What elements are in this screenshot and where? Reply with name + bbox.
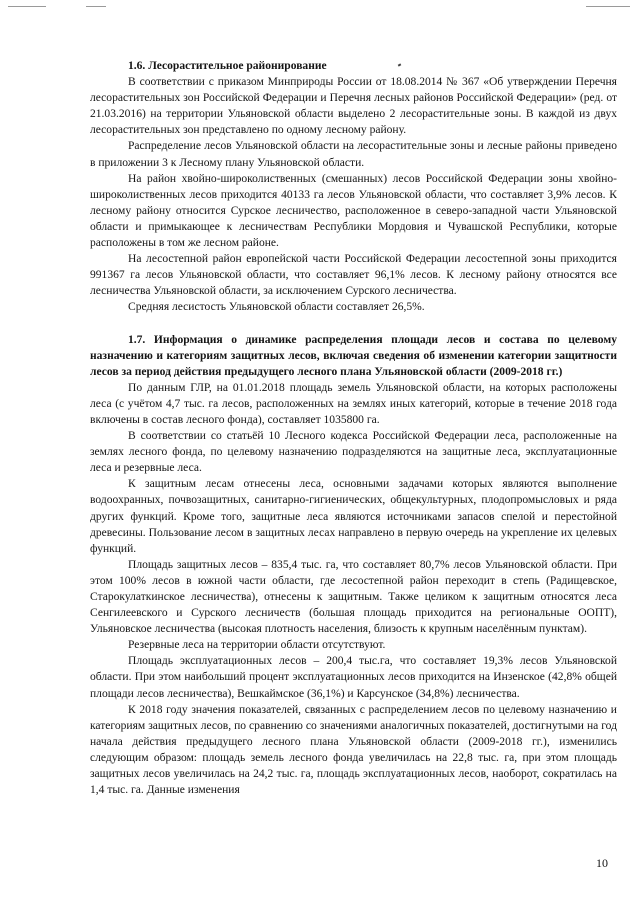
paragraph: В соответствии с приказом Минприроды России от 18.08.2014 № 367 «Об утверждении Перечня лесорастительных зон Российской Федерации и Перечня лесных районов Российской Федерации» (ред. от 21.03.2016) на территории Ульяновской области выделено 2 лесорастительные зоны. В каждой из двух лесорастительных зон представлено по одному лесному району. [90,76,617,137]
paragraph: По данным ГЛР, на 01.01.2018 площадь земель Ульяновской области, на которых расположены леса (с учётом 4,7 тыс. га лесов, расположенных на землях иных категорий, которые в течение 2018 года включены в состав лесного фонда), составляет 1035800 га. [90,381,617,426]
scan-artifact [86,6,106,7]
paragraph: Средняя лесистость Ульяновской области составляет 26,5%. [128,301,425,314]
document-body [90,58,617,798]
section-heading-1-7: 1.7. Информация о динамике распределения площади лесов и состава по целевому назначению и категориям защитных лесов, включая сведения об изменении категории защитности лесов за период действия предыдущего лесного плана Ульяновской области (2009-2018 гг.) [90,333,617,378]
paragraph: Площадь защитных лесов – 835,4 тыс. га, что составляет 80,7% лесов Ульяновской области. При этом 100% лесов в южной части области, где лесостепной район переходит в степь (Радищевское, Старокулаткинское лесничества), отнесены к защитным. Также целиком к защитным относятся леса Сенгилеевского и Сурского лесничеств (большая площадь приходится на региональные ООПТ), Ульяновское лесничества (высокая плотность населения, близость к крупным населённым пунктам). [90,558,617,636]
scan-artifact [586,6,630,7]
paragraph: Площадь эксплуатационных лесов – 200,4 тыс.га, что составляет 19,3% лесов Ульяновской области. При этом наибольший процент эксплуатационных лесов приходится на Инзенское (42,8% общей площади лесов лесничества), Вешкаймское (36,1%) и Карсунское (34,8%) лесничества. [90,655,617,700]
section-heading-1-6: 1.6. Лесорастительное районирование [128,60,327,72]
page-number: 10 [596,856,608,870]
section-gap [90,316,617,332]
paragraph: К 2018 году значения показателей, связанных с распределением лесов по целевому назначению и категориям защитных лесов, по сравнению со значениями аналогичных показателей, достигнутыми на год начала действия предыдущего лесного плана Ульяновской области (2009-2018 гг.), изменились следующим образом: площадь земель лесного фонда увеличилась на 22,8 тыс. га, при этом площадь защитных лесов увеличилась на 24,2 тыс. га, площадь эксплуатационных лесов, наоборот, сократилась на 1,4 тыс. га. Данные изменения [90,703,617,797]
scan-artifact [8,6,46,7]
paragraph: На лесостепной район европейской части Российской Федерации лесостепной зоны приходится 991367 га лесов Ульяновской области, что составляет 96,1% лесов. К лесному району относятся все лесничества Ульяновской области, за исключением Сурского лесничества. [90,253,617,298]
paragraph: Резервные леса на территории области отсутствуют. [128,639,386,652]
paragraph: В соответствии со статьёй 10 Лесного кодекса Российской Федерации леса, расположенные на землях лесного фонда, по целевому назначению подразделяются на защитные леса, эксплуатационные леса и резервные леса. [90,430,617,475]
paragraph: На район хвойно-широколиственных (смешанных) лесов Российской Федерации зоны хвойно-широколиственных лесов приходится 40133 га лесов Ульяновской области, что составляет 3,9% лесов. К лесному району относится Сурское лесничество, расположенное в северо-западной части Ульяновской области и примыкающее к лесничествам Республики Мордовия и Чувашской Республики, которые расположены в том же лесном районе. [90,172,617,250]
paragraph: Распределение лесов Ульяновской области на лесорастительные зоны и лесные районы приведено в приложении 3 к Лесному плану Ульяновской области. [90,140,617,169]
paragraph: К защитным лесам отнесены леса, основными задачами которых являются выполнение водоохранных, почвозащитных, санитарно-гигиенических, общекультурных, плодопромысловых и ряда других функций. Кроме того, защитные леса являются источниками запасов спелой и перестойной древесины. Пользование лесом в защитных лесах направлено в первую очередь на укрепление их целевых функций. [90,478,617,555]
